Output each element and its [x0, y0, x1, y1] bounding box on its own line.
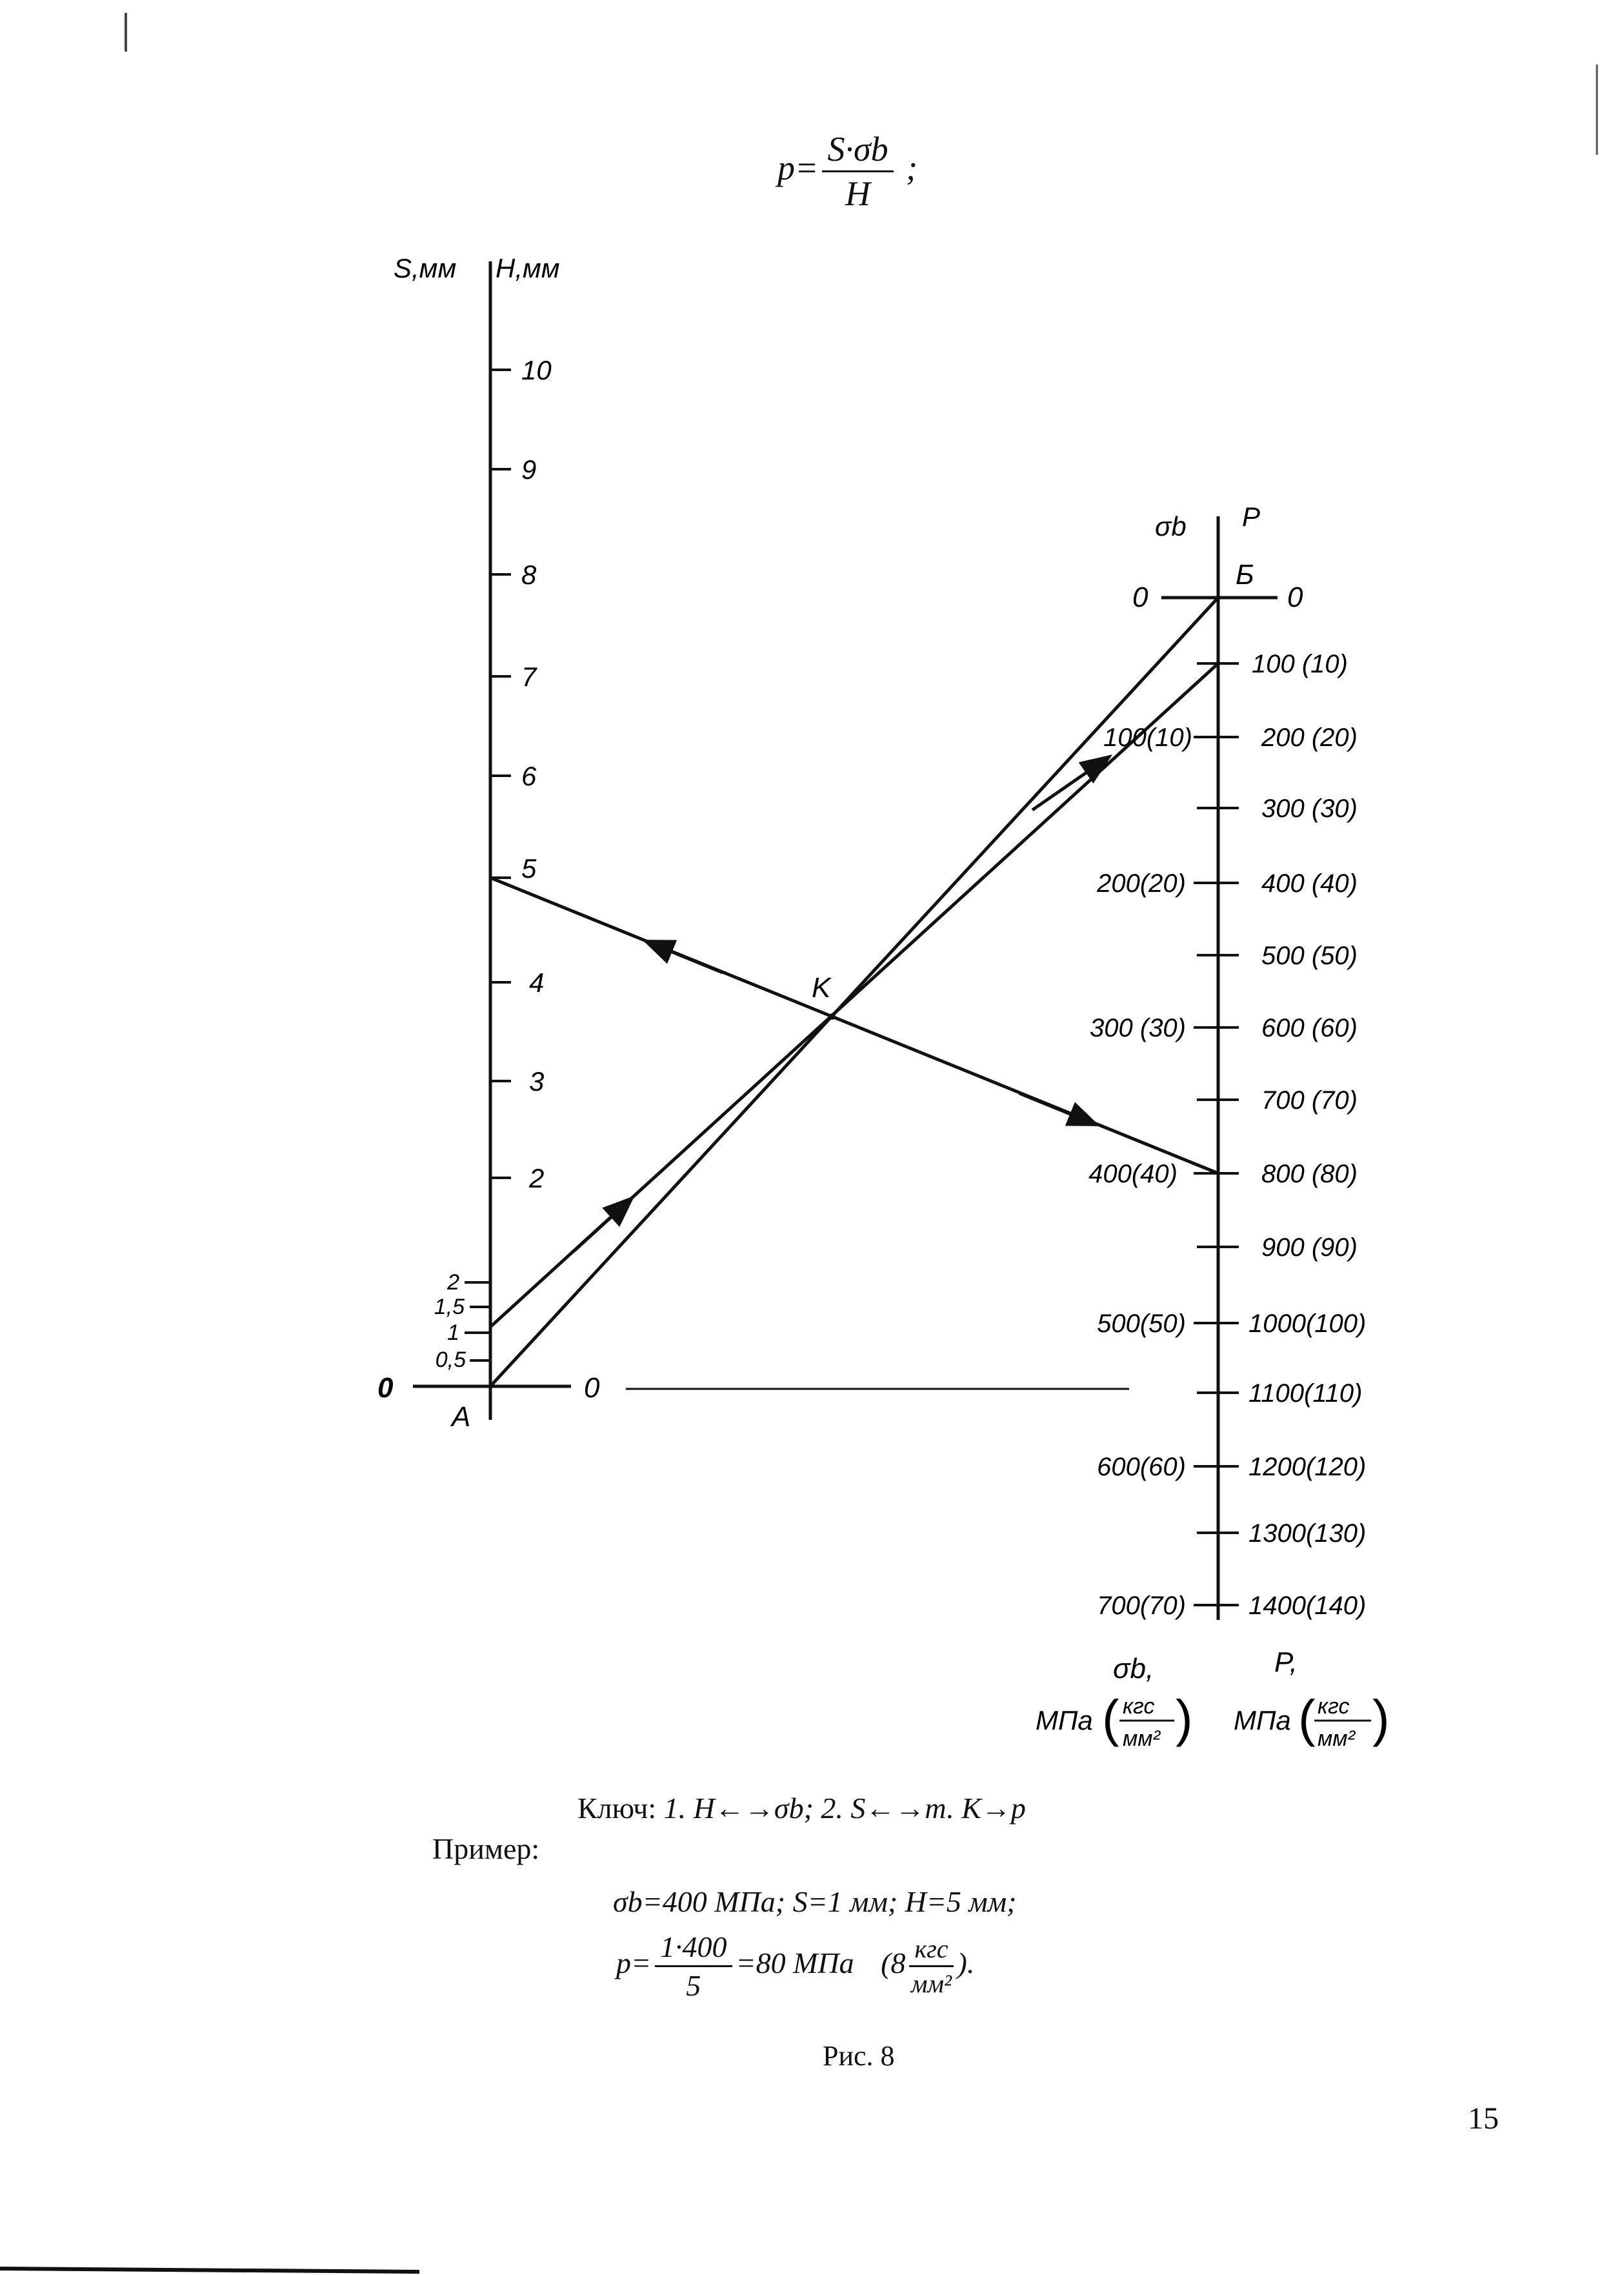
p-tick-label: 1200(120): [1248, 1453, 1367, 1481]
arrow-up-to-sigma: [1032, 756, 1110, 810]
h-tick-label: 10: [521, 355, 552, 385]
p-tick-label: 900 (90): [1261, 1233, 1358, 1262]
p-unit-main: МПа: [1234, 1705, 1291, 1735]
h-tick-labels: [521, 355, 552, 1193]
sigma-unit: [1036, 1690, 1193, 1751]
p-unit: [1234, 1690, 1390, 1751]
zero-sigma-label: 0: [1132, 581, 1148, 613]
sigma-axis-label-bottom: σb,: [1113, 1653, 1154, 1684]
key-step2: 2. S←→т. K→p: [821, 1792, 1026, 1825]
sigma-unit-den: мм²: [1123, 1726, 1160, 1751]
formula-numerator: S·σb: [822, 129, 893, 172]
sigma-tick-label: 600(60): [1097, 1453, 1186, 1481]
h-tick-label: 2: [529, 1163, 545, 1193]
point-b-label: Б: [1236, 559, 1254, 591]
h-tick-label: 5: [521, 853, 537, 884]
key-step1: 1. H←→σb;: [663, 1792, 814, 1825]
p-tick-label: 100 (10): [1252, 650, 1348, 678]
p-tick-label: 600 (60): [1261, 1014, 1358, 1042]
p-tick-label: 200 (20): [1261, 723, 1358, 752]
p-tick-label: 500 (50): [1261, 942, 1358, 970]
figure-caption: Рис. 8: [823, 2040, 895, 2072]
h-tick-label: 4: [529, 967, 545, 998]
key-label: Ключ:: [577, 1792, 657, 1825]
page-number: 15: [1468, 2101, 1499, 2136]
p-unit-den: мм²: [1318, 1726, 1355, 1751]
line-a-to-b: [490, 598, 1218, 1386]
h-tick-label: 8: [521, 560, 537, 590]
p-axis-label-bottom: P,: [1274, 1646, 1298, 1678]
s-tick-label: 2: [447, 1270, 459, 1295]
sigma-tick-label: 700(70): [1097, 1592, 1186, 1620]
sigma-axis-label-top: σb: [1155, 511, 1187, 541]
result-unit-fraction: [909, 1934, 953, 1999]
arrow-left-on-h-line: [645, 941, 723, 973]
example-label: Пример:: [432, 1832, 540, 1865]
h-axis-label: H,мм: [496, 253, 560, 283]
result-rhs: =80 МПа: [736, 1946, 854, 1980]
arrow-right-on-h-line: [1019, 1093, 1097, 1125]
zero-left-label: 0: [377, 1372, 394, 1404]
result-paren-open: (8: [881, 1946, 906, 1980]
s-axis-label: S,мм: [394, 253, 457, 283]
h-tick-label: 3: [529, 1066, 545, 1097]
p-tick-label: 400 (40): [1261, 869, 1358, 898]
result-unit-den: мм²: [910, 1969, 952, 1998]
p-tick-label: 300 (30): [1261, 794, 1358, 823]
result-denominator: 5: [686, 1969, 701, 2002]
p-tick-label: 1100(110): [1248, 1379, 1363, 1408]
formula-lhs: p=: [777, 148, 819, 187]
p-tick-label: 1000(100): [1248, 1309, 1367, 1338]
p-tick-label: 1300(130): [1248, 1519, 1367, 1548]
result-paren-close: ).: [957, 1946, 975, 1980]
zero-right-label: 0: [584, 1372, 600, 1404]
h-tick-label: 9: [521, 454, 537, 485]
example-given: σb=400 МПа; S=1 мм; H=5 мм;: [613, 1885, 1017, 1918]
s-ticks: [465, 1282, 490, 1360]
s-tick-label: 0,5: [435, 1348, 466, 1372]
formula-denominator: H: [845, 174, 871, 213]
sigma-tick-label: 300 (30): [1090, 1014, 1186, 1042]
key-line: [577, 1791, 1026, 1825]
s-tick-label: 1,5: [434, 1295, 465, 1319]
sigma-unit-paren-open: (: [1102, 1690, 1119, 1747]
formula-tail: ;: [906, 148, 918, 187]
h-tick-label: 7: [521, 662, 537, 692]
sigma-unit-paren-close: ): [1176, 1690, 1193, 1747]
sigma-tick-label: 500(50): [1097, 1309, 1186, 1338]
point-a-label: A: [452, 1401, 471, 1433]
h-ticks: [490, 370, 511, 1178]
result-unit-num: кгс: [909, 1934, 953, 1967]
p-tick-label: 700 (70): [1261, 1086, 1358, 1115]
p-unit-paren-close: ): [1372, 1690, 1390, 1747]
sigma-unit-main: МПа: [1036, 1705, 1093, 1735]
sigma-unit-num: кгс: [1123, 1694, 1155, 1719]
p-tick-label: 800 (80): [1261, 1160, 1358, 1188]
result-fraction: [655, 1930, 732, 2003]
p-axis-label-top: P: [1242, 501, 1261, 532]
sigma-tick-label: 200(20): [1097, 869, 1186, 898]
sigma-tick-label: 400(40): [1088, 1160, 1178, 1188]
s-tick-label: 1: [447, 1320, 459, 1345]
p-tick-labels: [1248, 650, 1366, 1620]
sigma-tick-label: 100(10): [1103, 723, 1192, 752]
p-unit-paren-open: (: [1298, 1690, 1316, 1747]
p-unit-num: кгс: [1318, 1694, 1350, 1719]
scan-bottom-rule: [0, 2269, 419, 2272]
zero-p-label: 0: [1287, 581, 1303, 613]
result-numerator: 1·400: [655, 1930, 732, 1967]
point-k-label: K: [812, 972, 831, 1004]
result-lhs: p=: [616, 1946, 652, 1980]
point-k-marker: [829, 1013, 836, 1020]
p-tick-label: 1400(140): [1248, 1592, 1367, 1620]
example-result: [616, 1930, 974, 2003]
h-tick-label: 6: [521, 761, 537, 791]
s-tick-labels: [434, 1270, 466, 1372]
sigma-tick-labels: [1088, 723, 1192, 1620]
